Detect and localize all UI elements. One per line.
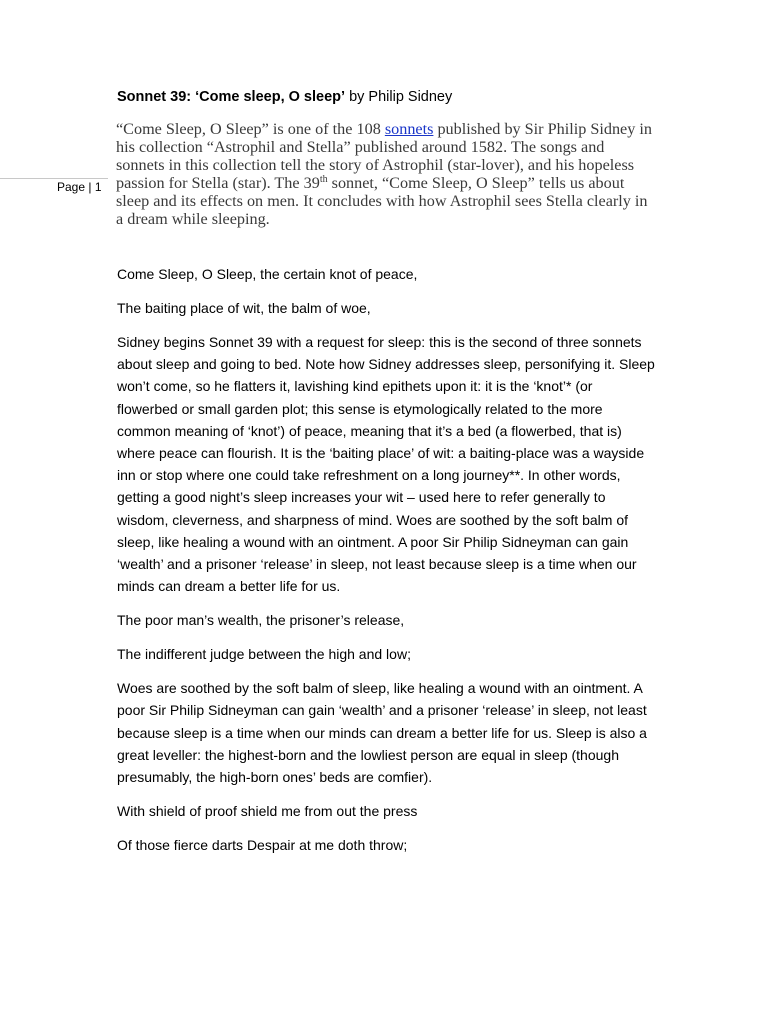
verse-line: Of those fierce darts Despair at me doth throw;	[117, 837, 408, 854]
commentary-paragraph: Woes are soothed by the soft balm of sleep, like healing a wound with an ointment. A poor Sir Philip Sidneyman can gain ‘wealth’ and a prisoner ‘release’ in sleep, not least because sleep is a time when our minds can dream a better life for us. Sleep is also a great leveller: the highest-born and the lowliest person are equal in sleep (though presumably, the high-born ones’ beds are comfier).	[117, 680, 647, 786]
title-bold: Sonnet 39: ‘Come sleep, O sleep’	[117, 89, 346, 105]
intro-paragraph	[116, 120, 656, 228]
document-title	[117, 88, 452, 106]
commentary-paragraph: Sidney begins Sonnet 39 with a request for sleep: this is the second of three sonnets about sleep and going to bed. Note how Sidney addresses sleep, personifying it. Sleep won’t come, so he flatters it, lavishing kind epithets upon it: it is the ‘knot’* (or flowerbed or small garden plot; this sense is etymologically related to the more common meaning of ‘knot’) of peace, meaning that it’s a bed (a flowerbed, that is) where peace can flourish. It is the ‘baiting place’ of wit: a baiting-place was a wayside inn or stop where one could take refreshment on a long journey**. In other words, getting a good night’s sleep increases your wit – used here to refer generally to wisdom, cleverness, and sharpness of mind. Woes are soothed by the soft balm of sleep, like healing a wound with an ointment. A poor Sir Philip Sidneyman can gain ‘wealth’ and a prisoner ‘release’ in sleep, not least because sleep is a time when our minds can dream a better life for us.	[117, 334, 655, 595]
page-number: 1	[94, 180, 102, 194]
verse-line: Come Sleep, O Sleep, the certain knot of peace,	[117, 266, 418, 282]
sonnets-link[interactable]: sonnets	[384, 120, 434, 138]
body-text	[117, 263, 657, 868]
intro-text-3: sonnet, “Come Sleep, O Sleep” tells us about sleep and its effects on men. It concludes with how Astrophil sees Stella clearly in a dream while sleeping.	[116, 174, 648, 228]
verse-line: With shield of proof shield me from out the press	[117, 803, 418, 820]
page-label-text: Page |	[57, 180, 95, 194]
page-number-label	[57, 179, 102, 195]
ordinal-superscript: th	[319, 174, 328, 185]
intro-text-2: published by Sir Philip Sidney in his collection “Astrophil and Stella” published around 1582. The songs and sonnets in this collection tell the story of Astrophil (star-lover), and his hopeless passion for Stella (star). The 39	[116, 120, 652, 192]
verse-line: The indifferent judge between the high and low;	[117, 646, 411, 663]
title-author: by Philip Sidney	[345, 89, 453, 105]
verse-line: The poor man’s wealth, the prisoner’s release,	[117, 612, 405, 629]
verse-line: The baiting place of wit, the balm of woe,	[117, 300, 371, 316]
intro-text-1: “Come Sleep, O Sleep” is one of the 108	[116, 120, 385, 138]
